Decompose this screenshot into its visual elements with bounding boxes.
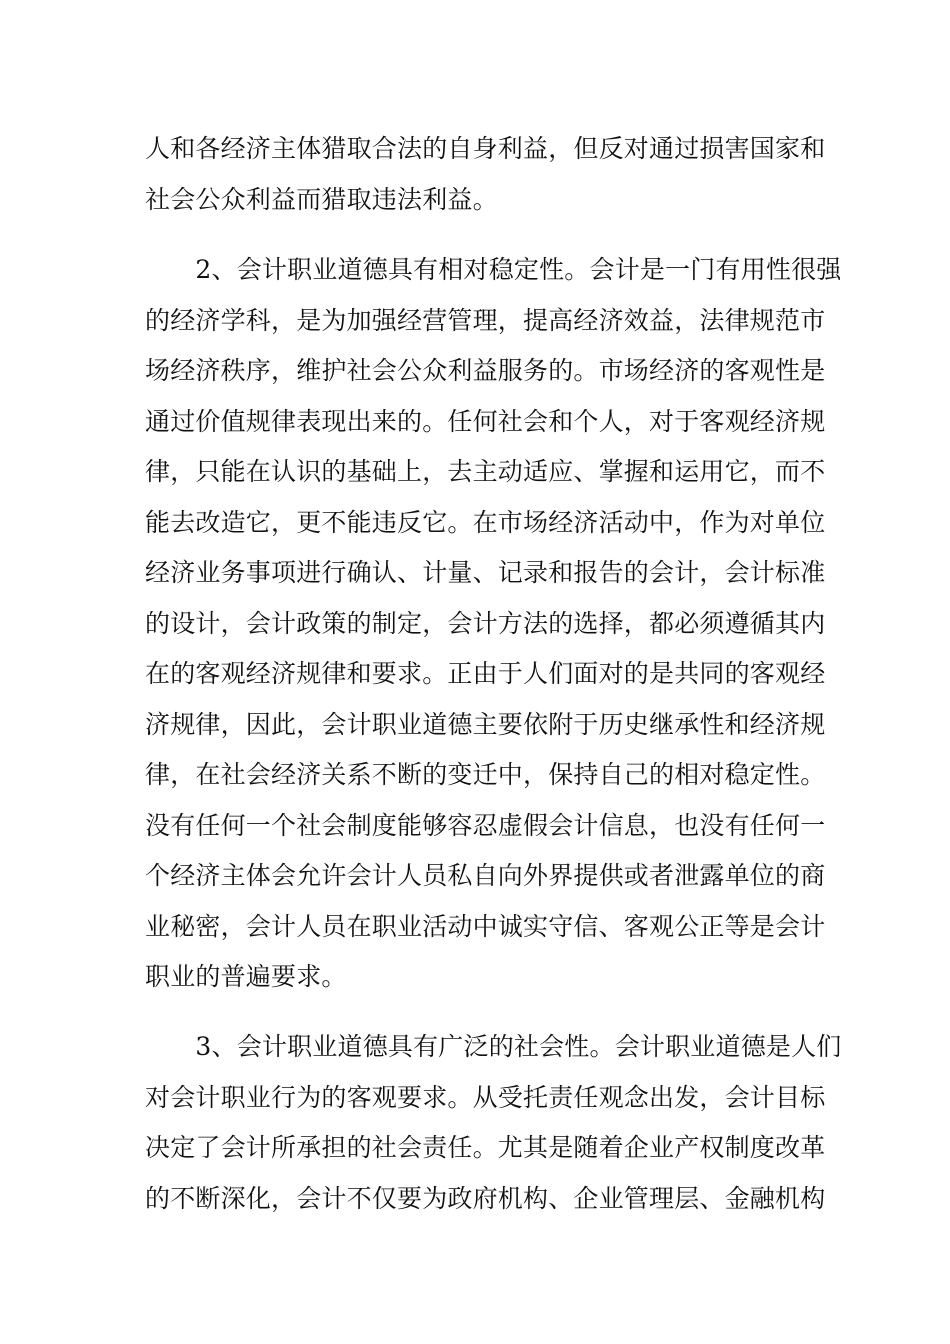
text-line: 没有任何一个社会制度能够容忍虚假会计信息，也没有任何一	[145, 811, 826, 840]
text-line: 个经济主体会允许会计人员私自向外界提供或者泄露单位的商	[145, 861, 826, 890]
text-line: 3、会计职业道德具有广泛的社会性。会计职业道德是人们	[145, 1032, 842, 1061]
text-line: 社会公众利益而猎取违法利益。	[145, 185, 498, 214]
text-line: 人和各经济主体猎取合法的自身利益，但反对通过损害国家和	[145, 134, 826, 163]
text-line: 能去改造它，更不能违反它。在市场经济活动中，作为对单位	[145, 508, 826, 537]
text-line: 2、会计职业道德具有相对稳定性。会计是一门有用性很强	[145, 255, 842, 284]
text-line: 业秘密，会计人员在职业活动中诚实守信、客观公正等是会计	[145, 912, 826, 941]
text-line: 的设计，会计政策的制定，会计方法的选择，都必须遵循其内	[145, 609, 826, 638]
text-line: 决定了会计所承担的社会责任。尤其是随着企业产权制度改革	[145, 1133, 826, 1162]
text-line: 在的客观经济规律和要求。正由于人们面对的是共同的客观经	[145, 659, 826, 688]
text-line: 对会计职业行为的客观要求。从受托责任观念出发，会计目标	[145, 1083, 826, 1112]
text-line: 通过价值规律表现出来的。任何社会和个人，对于客观经济规	[145, 407, 826, 436]
text-line: 律，只能在认识的基础上，去主动适应、掌握和运用它，而不	[145, 457, 826, 486]
text-line: 职业的普遍要求。	[145, 962, 347, 991]
text-line: 场经济秩序，维护社会公众利益服务的。市场经济的客观性是	[145, 356, 826, 385]
text-line: 济规律，因此，会计职业道德主要依附于历史继承性和经济规	[145, 710, 826, 739]
text-line: 律，在社会经济关系不断的变迁中，保持自己的相对稳定性。	[145, 760, 826, 789]
text-line: 的经济学科，是为加强经营管理，提高经济效益，法律规范市	[145, 306, 826, 335]
text-line: 的不断深化，会计不仅要为政府机构、企业管理层、金融机构	[145, 1184, 826, 1213]
text-line: 经济业务事项进行确认、计量、记录和报告的会计，会计标准	[145, 558, 826, 587]
